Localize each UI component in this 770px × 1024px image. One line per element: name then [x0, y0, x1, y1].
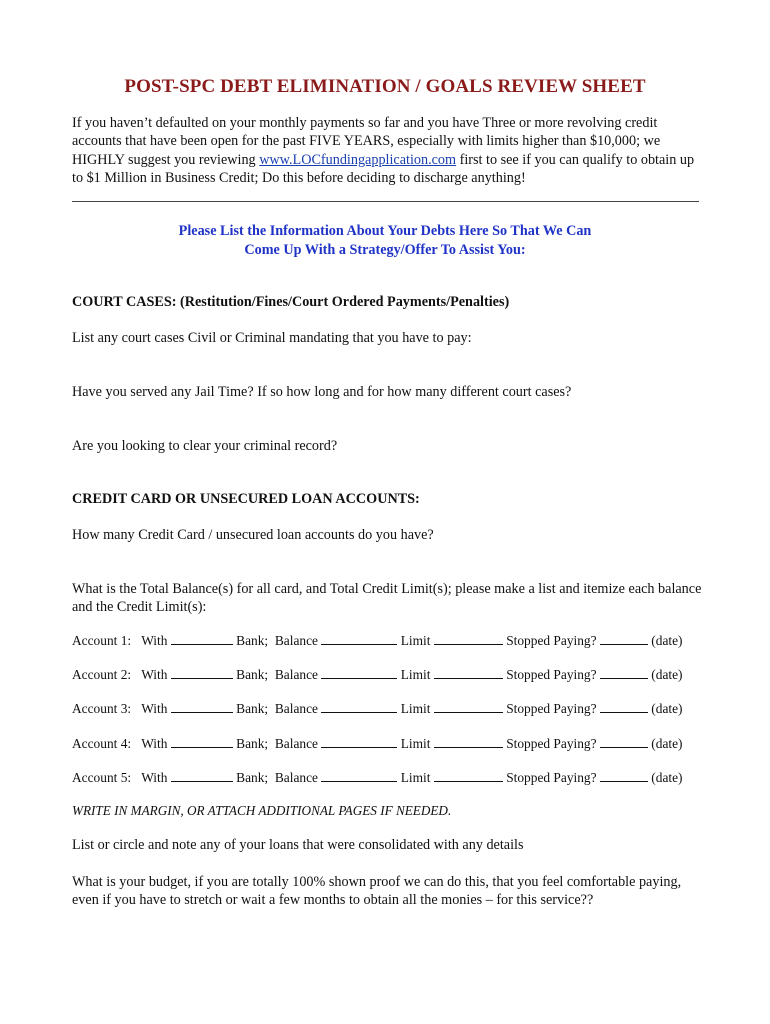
- with-blank[interactable]: [171, 770, 233, 782]
- balance-label: Balance: [274, 633, 318, 648]
- balance-blank[interactable]: [321, 770, 397, 782]
- date-blank[interactable]: [600, 770, 648, 782]
- court-cases-question-1: List any court cases Civil or Criminal mandating that you have to pay:: [72, 330, 472, 346]
- intro-text-end: first to see if you can qualify to obtain up to $1 Million in Business Credit; Do this before deciding to discharge anything!: [72, 151, 695, 187]
- stopped-paying-label: Stopped Paying?: [506, 736, 597, 751]
- limit-blank[interactable]: [434, 633, 503, 645]
- balance-label: Balance: [274, 667, 318, 682]
- balance-label: Balance: [274, 701, 318, 716]
- credit-cards-question-2: What is the Total Balance(s) for all card, and Total Credit Limit(s); please make a list and itemize each balance and the Credit Limit(s):: [72, 581, 702, 616]
- with-blank[interactable]: [171, 633, 233, 645]
- section-divider: [72, 201, 699, 202]
- account-label: Account 4:: [72, 736, 132, 751]
- balance-blank[interactable]: [321, 701, 397, 713]
- date-blank[interactable]: [600, 736, 648, 748]
- account-label: Account 2:: [72, 667, 132, 682]
- date-label: (date): [651, 736, 683, 751]
- credit-cards-question-4: What is your budget, if you are totally 100% shown proof we can do this, that you feel comfortable paying, even if you have to stretch or wait a few months to obtain all the monies – for this service??: [72, 874, 682, 909]
- court-cases-question-3: Are you looking to clear your criminal record?: [72, 438, 338, 454]
- balance-blank[interactable]: [321, 736, 397, 748]
- date-label: (date): [651, 667, 683, 682]
- balance-blank[interactable]: [321, 667, 397, 679]
- limit-label: Limit: [400, 736, 431, 751]
- limit-blank[interactable]: [434, 701, 503, 713]
- stopped-paying-label: Stopped Paying?: [506, 701, 597, 716]
- court-cases-question-2: Have you served any Jail Time? If so how long and for how many different court cases?: [72, 384, 572, 400]
- with-blank[interactable]: [171, 701, 233, 713]
- credit-cards-heading: CREDIT CARD OR UNSECURED LOAN ACCOUNTS:: [72, 491, 420, 507]
- stopped-paying-label: Stopped Paying?: [506, 667, 597, 682]
- stopped-paying-label: Stopped Paying?: [506, 633, 597, 648]
- limit-blank[interactable]: [434, 770, 503, 782]
- with-blank[interactable]: [171, 736, 233, 748]
- balance-blank[interactable]: [321, 633, 397, 645]
- court-cases-heading: COURT CASES: (Restitution/Fines/Court Ordered Payments/Penalties): [72, 294, 510, 310]
- with-label: With: [141, 770, 168, 785]
- balance-label: Balance: [274, 770, 318, 785]
- account-label: Account 5:: [72, 770, 132, 785]
- account-label: Account 1:: [72, 633, 132, 648]
- limit-blank[interactable]: [434, 667, 503, 679]
- page-title: POST-SPC DEBT ELIMINATION / GOALS REVIEW SHEET: [124, 76, 646, 97]
- with-label: With: [141, 736, 168, 751]
- account-row: [72, 736, 683, 752]
- with-label: With: [141, 667, 168, 682]
- date-label: (date): [651, 633, 683, 648]
- with-label: With: [141, 633, 168, 648]
- account-label: Account 3:: [72, 701, 132, 716]
- bank-label: Bank;: [236, 770, 269, 785]
- instructions-line-1: Please List the Information About Your Debts Here So That We Can: [178, 223, 592, 239]
- date-label: (date): [651, 770, 683, 785]
- bank-label: Bank;: [236, 667, 269, 682]
- date-label: (date): [651, 701, 683, 716]
- account-row: [72, 633, 683, 649]
- credit-cards-question-1: How many Credit Card / unsecured loan accounts do you have?: [72, 527, 434, 543]
- account-row: [72, 667, 683, 683]
- intro-text-start: If you haven’t defaulted on your monthly payments so far and you have Three or more revolving credit accounts that have been open for the past FIVE YEARS, especially with limits higher than $10,000; we HIGHLY suggest you reviewing: [72, 115, 661, 168]
- credit-cards-question-3: List or circle and note any of your loans that were consolidated with any details: [72, 837, 524, 853]
- date-blank[interactable]: [600, 633, 648, 645]
- limit-label: Limit: [400, 701, 431, 716]
- date-blank[interactable]: [600, 667, 648, 679]
- instructions-heading: [0, 222, 770, 259]
- bank-label: Bank;: [236, 736, 269, 751]
- loc-funding-link[interactable]: www.LOCfundingapplication.com: [259, 151, 457, 168]
- with-blank[interactable]: [171, 667, 233, 679]
- limit-label: Limit: [400, 633, 431, 648]
- margin-note: WRITE IN MARGIN, OR ATTACH ADDITIONAL PAGES IF NEEDED.: [72, 803, 452, 818]
- limit-label: Limit: [400, 667, 431, 682]
- bank-label: Bank;: [236, 633, 269, 648]
- bank-label: Bank;: [236, 701, 269, 716]
- limit-label: Limit: [400, 770, 431, 785]
- stopped-paying-label: Stopped Paying?: [506, 770, 597, 785]
- with-label: With: [141, 701, 168, 716]
- account-row: [72, 770, 683, 786]
- instructions-line-2: Come Up With a Strategy/Offer To Assist You:: [244, 241, 526, 258]
- date-blank[interactable]: [600, 701, 648, 713]
- account-row: [72, 701, 683, 717]
- balance-label: Balance: [274, 736, 318, 751]
- intro-paragraph: [72, 114, 702, 188]
- limit-blank[interactable]: [434, 736, 503, 748]
